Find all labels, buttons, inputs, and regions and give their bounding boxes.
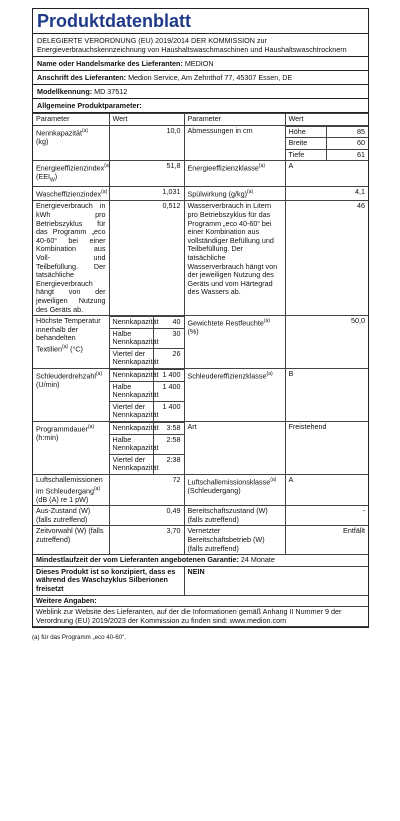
water-label: Wasserverbrauch in Litern pro Betriebszyklus für das Programm „eco 40-60“ bei einer Kombination aus vollständiger Befüllung und Teilbefüllung. Der tatsächliche Wasserverbrauch hängt von der jeweiligen Nutzung des Geräts und vom Härtegrad des Wassers ab.: [184, 201, 285, 316]
table-row: [33, 607, 368, 627]
dur-full-value: 3:58: [154, 423, 184, 435]
warranty-value: 24 Monate: [240, 555, 275, 565]
model-label: Modellkennung:: [37, 87, 93, 96]
table-row: [33, 555, 368, 567]
half-label: Halbe Nennkapazität: [110, 434, 154, 454]
eei-class-label: Energieeffizienzklasse$^{(a)}$: [184, 161, 285, 187]
spin-quarter-value: 1 400: [154, 401, 184, 421]
table-row: [33, 595, 368, 607]
supplier-address-label: Anschrift des Lieferanten:: [37, 73, 127, 82]
half-label: Halbe Nennkapazität: [110, 381, 154, 401]
col-param-header-2: Parameter: [184, 114, 285, 126]
full-label: Nennkapazität: [110, 423, 154, 435]
temp-half-value: 30: [154, 328, 184, 348]
noise-class-value: A: [285, 475, 368, 506]
model-row: [33, 85, 368, 99]
max-temp-label: Höchste Temperatur innerhalb der behandelten Textilien$^{(a)}$ (°C): [33, 316, 109, 369]
network-value: Entfällt: [285, 526, 368, 555]
width-label: Breite: [286, 138, 327, 150]
page-title: Produktdatenblatt: [33, 9, 368, 34]
delay-value: 3,70: [109, 526, 184, 555]
noise-label: Luftschallemissionen im Schleudergang$^{(a)}$ (dB (A) re 1 pW): [33, 475, 109, 506]
silver-label: Dieses Produkt ist so konzipiert, dass es während des Waschzyklus Silberionen freisetzt: [33, 566, 184, 595]
supplier-name-label: Name oder Handelsmarke des Lieferanten:: [37, 59, 183, 68]
table-row: [33, 316, 368, 369]
table-row: [33, 566, 368, 595]
table-row: [33, 526, 368, 555]
noise-value: 72: [109, 475, 184, 506]
width-value: 60: [327, 138, 368, 150]
supplier-name-row: [33, 57, 368, 71]
table-row: [33, 201, 368, 316]
temp-quarter-value: 26: [154, 348, 184, 368]
footnote: (a) für das Programm „eco 40-60“.: [32, 634, 126, 641]
duration-table: [110, 422, 184, 474]
full-label: Nennkapazität: [110, 317, 154, 329]
col-param-header: Parameter: [33, 114, 109, 126]
dur-quarter-value: 2:38: [154, 454, 184, 474]
table-row: [33, 475, 368, 506]
eei-class-value: A: [285, 161, 368, 187]
more-label: Weitere Angaben:: [33, 595, 368, 607]
supplier-name: MEDION: [184, 59, 214, 68]
more-text: Weblink zur Website des Lieferanten, auf der die Informationen gemäß Anhang II Nummer 9 der Verordnung (EU) 2019/2023 der Kommission zu finden sind: www.medion.com: [33, 607, 368, 627]
standby-value: -: [285, 506, 368, 526]
spin-label: Schleuderdrehzahl$^{(a)}$ (U/min): [33, 369, 109, 422]
type-value: Freistehend: [285, 422, 368, 475]
table-row: [33, 187, 368, 201]
table-row: [33, 125, 368, 161]
regulation-text: DELEGIERTE VERORDNUNG (EU) 2019/2014 DER KOMMISSION zur Energieverbrauchskennzeichnung von Haushaltswaschmaschinen und Haushaltswaschtrocknern: [33, 34, 368, 57]
general-header: Allgemeine Produktparameter:: [33, 99, 368, 113]
spin-table: [110, 369, 184, 421]
temp-full-value: 40: [154, 317, 184, 329]
quarter-label: Viertel der Nennkapazität: [110, 348, 154, 368]
rinse-label: Spülwirkung $(g/kg)^{(a)}$: [184, 187, 285, 201]
off-value: 0,49: [109, 506, 184, 526]
type-label: Art: [184, 422, 285, 475]
network-label: Vernetzter Bereitschaftsbetrieb (W) (falls zutreffend): [184, 526, 285, 555]
moisture-label: Gewichtete Restfeuchte$^{(a)}$ (%): [184, 316, 285, 369]
model-id: MD 37512: [94, 87, 128, 96]
supplier-address-row: [33, 71, 368, 85]
eei-value: 51,8: [109, 161, 184, 187]
spin-half-value: 1 400: [154, 381, 184, 401]
rinse-value: 4,1: [285, 187, 368, 201]
table-row: [33, 369, 368, 422]
rated-capacity-label: Nennkapazität$^{(a)}$ (kg): [33, 125, 109, 161]
height-value: 85: [327, 126, 368, 138]
height-label: Höhe: [286, 126, 327, 138]
water-value: 46: [285, 201, 368, 316]
dur-half-value: 2:58: [154, 434, 184, 454]
noise-class-label: Luftschallemissionsklasse$^{(a)}$ (Schleudergang): [184, 475, 285, 506]
dimensions-table: [286, 126, 369, 161]
quarter-label: Viertel der Nennkapazität: [110, 454, 154, 474]
duration-label: Programmdauer$^{(a)}$ (h:min): [33, 422, 109, 475]
standby-label: Bereitschaftszustand (W) (falls zutreffend): [184, 506, 285, 526]
col-value-header: Wert: [109, 114, 184, 126]
depth-value: 61: [327, 149, 368, 160]
full-label: Nennkapazität: [110, 370, 154, 382]
moisture-value: 50,0: [285, 316, 368, 369]
parameter-table: [33, 113, 368, 627]
spin-full-value: 1 400: [154, 370, 184, 382]
energy-label: Energieverbrauch in kWh pro Betriebszyklus für das Programm „eco 40-60“ bei einer Kombination aus Voll- und Teilbefüllung. Der tatsächliche Energieverbrauch hängt von der jeweiligen Nutzung des Geräts ab.: [33, 201, 109, 316]
table-row: [33, 506, 368, 526]
table-row: [33, 422, 368, 475]
off-label: Aus-Zustand (W) (falls zutreffend): [33, 506, 109, 526]
max-temp-table: [110, 316, 184, 368]
warranty-label: Mindestlaufzeit der vom Lieferanten angebotenen Garantie:: [36, 555, 239, 565]
product-data-sheet: [32, 8, 369, 628]
spin-class-value: B: [285, 369, 368, 422]
col-value-header-2: Wert: [285, 114, 368, 126]
silver-value: NEIN: [184, 566, 368, 595]
half-label: Halbe Nennkapazität: [110, 328, 154, 348]
eei-label: Energieeffizienzindex$^{(a)}$ $(EEI_W)$: [33, 161, 109, 187]
delay-label: Zeitvorwahl (W) (falls zutreffend): [33, 526, 109, 555]
depth-label: Tiefe: [286, 149, 327, 160]
spin-class-label: Schleudereffizienzklasse$^{(a)}$: [184, 369, 285, 422]
energy-value: 0,512: [109, 201, 184, 316]
table-header-row: [33, 114, 368, 126]
wash-index-value: 1,031: [109, 187, 184, 201]
table-row: [33, 161, 368, 187]
rated-capacity-value: 10,0: [109, 125, 184, 161]
quarter-label: Viertel der Nennkapazität: [110, 401, 154, 421]
wash-index-label: Wascheffizienzindex$^{(a)}$: [33, 187, 109, 201]
dimensions-label: Abmessungen in cm: [184, 125, 285, 161]
supplier-address: Medion Service, Am Zehnthof 77, 45307 Essen, DE: [128, 73, 293, 82]
